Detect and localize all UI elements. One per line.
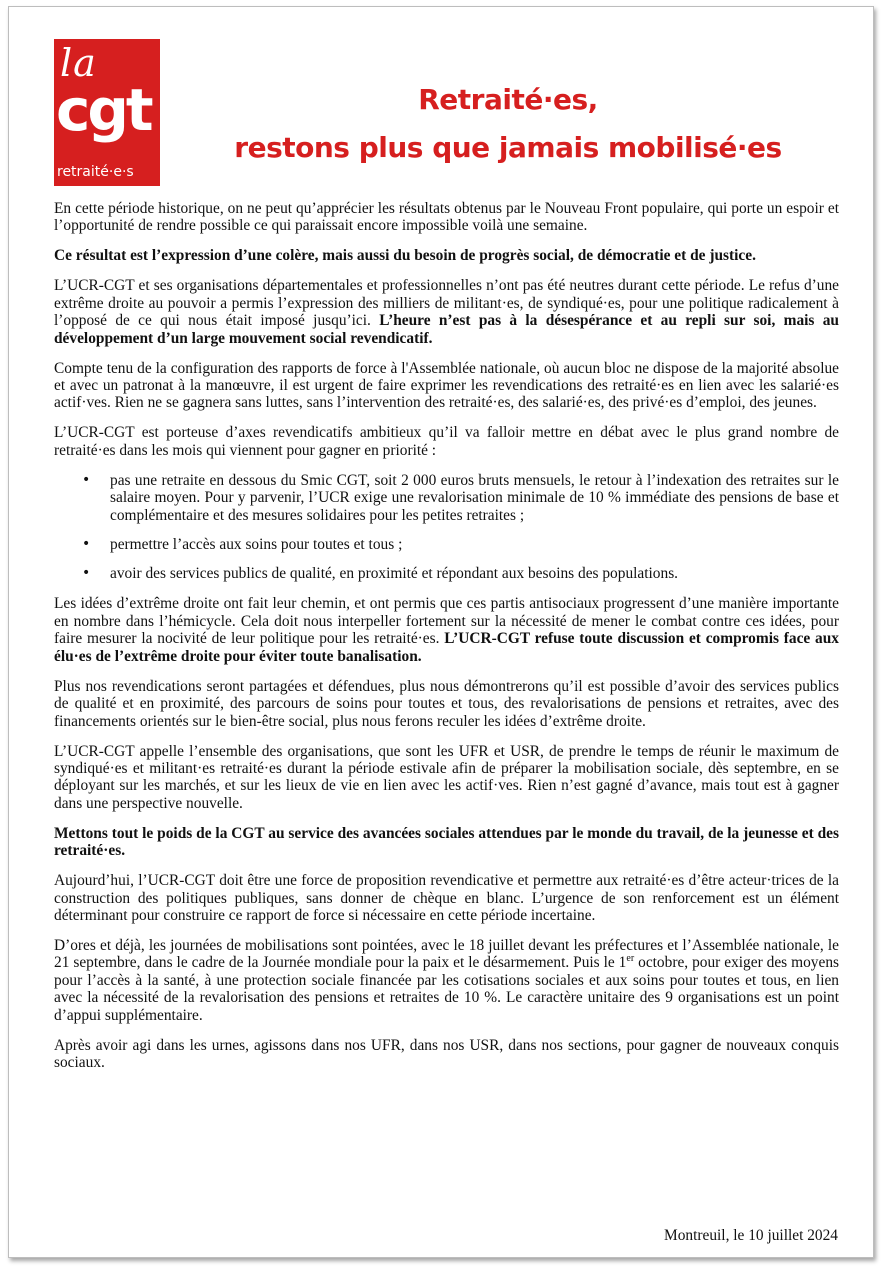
list-item xyxy=(54,565,839,582)
paragraph-6-bold: L’UCR-CGT refuse toute discussion et compromis face aux élu·es de l’extrême droite pour éviter toute banalisation. xyxy=(54,630,839,665)
paragraph-11 xyxy=(54,937,839,1024)
paragraph-9-bold: Mettons tout le poids de la CGT au service des avancées sociales attendues par le monde du travail, de la jeunesse et des retraité·es. xyxy=(54,824,839,860)
list-item-text: avoir des services publics de qualité, en proximité et répondant aux besoins des populations. xyxy=(110,565,679,583)
paragraph-10: Aujourd’hui, l’UCR-CGT doit être une force de proposition revendicative et permettre aux retraité·es d’être acteur·trices de la construction des politiques publiques, sans donner de chèque en blanc. L’urgence de son renforcement est un élément déterminant pour construire ce rapport de force si nécessaire en cette période incertaine. xyxy=(54,872,839,924)
list-item-text: permettre l’accès aux soins pour toutes et tous ; xyxy=(110,536,403,554)
document-body xyxy=(54,200,839,1084)
logo-cgt: cgt xyxy=(56,76,151,144)
paragraph-3-text: L’UCR-CGT et ses organisations départementales et professionnelles n’ont pas été neutres durant cette période. Le refus d’une extrême droite au pouvoir a permis l’expression des milliers de militant·es, de syndiqué·es, pour une politique radicalement à l’opposé de ce qui nous était imposé jusqu’ici. xyxy=(54,277,839,330)
paragraph-4: Compte tenu de la configuration des rapports de force à l'Assemblée nationale, où aucun bloc ne dispose de la majorité absolue et avec un patronat à la manœuvre, il est urgent de faire exprimer les revendications des retraité·es en lien avec les salarié·es actif·ves. Rien ne se gagnera sans luttes, sans l’intervention des retraité·es, des salarié·es, des privé·es d’emploi, des jeunes. xyxy=(54,359,839,412)
logo-retraites: retraité·e·s xyxy=(57,164,134,180)
paragraph-1: En cette période historique, on ne peut qu’apprécier les résultats obtenus par le Nouveau Front populaire, qui porte un espoir et l’opportunité de rendre possible ce qui paraissait encore impossible voilà une semaine. xyxy=(54,200,839,235)
title-line-2: restons plus que jamais mobilisé·es xyxy=(234,131,782,164)
list-item-text: pas une retraite en dessous du Smic CGT, soit 2 000 euros bruts mensuels, le retour à l’indexation des retraites sur le salaire moyen. Pour y parvenir, l’UCR exige une revalorisation minimale de 10 % immédiate des pensions de base et complémentaire et des mesures solidaires pour les petites retraites ; xyxy=(110,471,839,524)
paragraph-11-sup: er xyxy=(626,953,635,965)
paragraph-2 xyxy=(54,247,839,264)
bullet-icon: • xyxy=(82,536,91,553)
bullet-icon: • xyxy=(82,565,91,582)
document-title xyxy=(180,76,836,172)
paragraph-5: L’UCR-CGT est porteuse d’axes revendicatifs ambitieux qu’il va falloir mettre en débat avec le plus grand nombre de retraité·es dans les mois qui viennent pour gagner en priorité : xyxy=(54,424,839,459)
paragraph-9 xyxy=(54,825,839,860)
list-item xyxy=(54,472,839,524)
paragraph-12: Après avoir agi dans les urnes, agissons dans nos UFR, dans nos USR, dans nos sections, pour gagner de nouveaux conquis sociaux. xyxy=(54,1036,839,1071)
paragraph-8: L’UCR-CGT appelle l’ensemble des organisations, que sont les UFR et USR, de prendre le temps de réunir le maximum de syndiqué·es et militant·es retraité·es durant la période estivale afin de préparer la mobilisation sociale, dès septembre, en se déployant sur les marchés, et sur les lieux de vie en lien avec les actif·ves. Rien n’est gagné d’avance, mais tout est à gagner dans une perspective nouvelle. xyxy=(54,742,839,812)
signature-date: Montreuil, le 10 juillet 2024 xyxy=(664,1227,838,1244)
title-line-1: Retraité·es, xyxy=(418,83,598,116)
logo-la: la xyxy=(60,41,97,85)
paragraph-11-text-a: D’ores et déjà, les journées de mobilisations sont pointées, avec le 18 juillet devant les préfectures et l’Assemblée nationale, le 21 septembre, dans le cadre de la Journée mondiale pour la paix et le désarmement. Puis le 1 xyxy=(54,936,839,972)
paragraph-6-text: Les idées d’extrême droite ont fait leur chemin, et ont permis que ces partis antisociaux progressent d’une manière importante en nombre dans l’hémicycle. Cela doit nous interpeller fortement sur la nécessité de mener le combat contre ces idées, pour faire mesurer la nocivité de leur politique pour les retraité·es. xyxy=(54,595,839,648)
bullet-icon: • xyxy=(82,471,91,488)
paragraph-2-bold: Ce résultat est l’expression d’une colère, mais aussi du besoin de progrès social, de démocratie et de justice. xyxy=(54,247,756,265)
cgt-retraites-logo xyxy=(54,39,160,186)
demands-list xyxy=(54,472,839,583)
paragraph-11-text-b: octobre, pour exiger des moyens pour l’accès à la santé, à une protection sociale financée par les cotisations sociales et aux soins pour toutes et tous, en lien avec la nécessité de la revalorisation des pensions et retraites de 10 %. Le caractère unitaire des 9 organisations est un point d’appui supplémentaire. xyxy=(54,954,840,1024)
paragraph-3-bold: L’heure n’est pas à la désespérance et au repli sur soi, mais au développement d’un large mouvement social revendicatif. xyxy=(54,312,839,347)
paragraph-7: Plus nos revendications seront partagées et défendues, plus nous démontrerons qu’il est possible d’avoir des services publics de qualité et en proximité, des parcours de soins pour toutes et tous, des revalorisations de pensions et retraites, avec des financements orientés sur le bien-être social, plus nous ferons reculer les idées d’extrême droite. xyxy=(54,677,839,730)
paragraph-3 xyxy=(54,277,839,347)
list-item xyxy=(54,536,839,553)
paragraph-6 xyxy=(54,595,839,665)
